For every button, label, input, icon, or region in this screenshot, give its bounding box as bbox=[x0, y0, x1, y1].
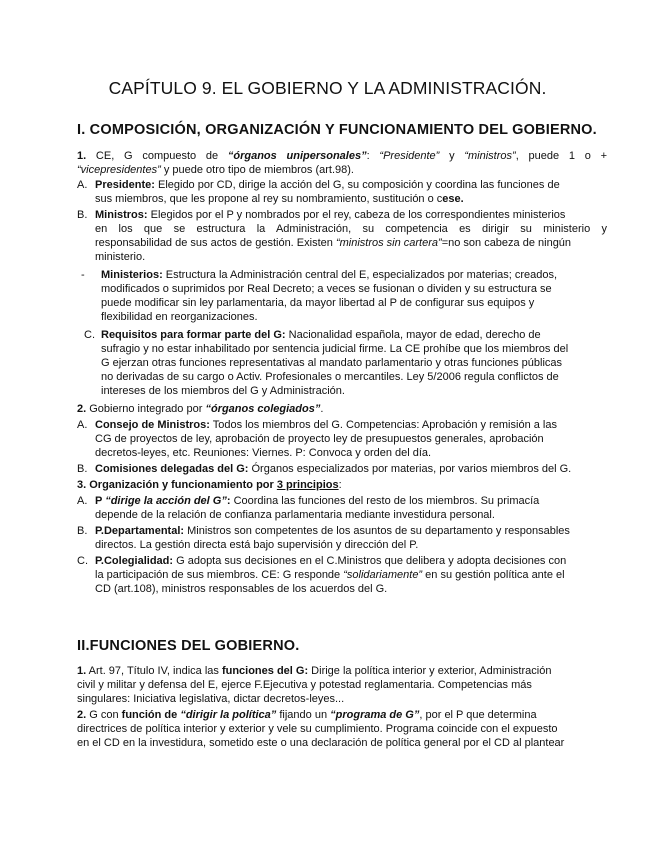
item-number: 1. bbox=[77, 150, 87, 162]
section-heading-composicion: I. COMPOSICIÓN, ORGANIZACIÓN Y FUNCIONAMIENTO DEL GOBIERNO. bbox=[77, 122, 597, 138]
emphasis: “dirige la acción del G” bbox=[105, 495, 227, 507]
list-marker: A. bbox=[77, 419, 88, 431]
term: Ministerios: bbox=[101, 269, 163, 281]
text-run: Coordina las funciones del resto de los miembros. Su primacía bbox=[230, 495, 540, 507]
text-line: no derivadas de su cargo o Activ. Profesionales o mercantiles. Ley 5/2006 regula conflictos de bbox=[101, 371, 559, 383]
term: funciones del G: bbox=[221, 665, 309, 677]
text-line: flexibilidad en reorganizaciones. bbox=[101, 311, 258, 323]
text-run: en su gestión política ante el bbox=[422, 569, 565, 581]
text-line: singulares: Iniciativa legislativa, dictar decretos-leyes... bbox=[77, 693, 345, 705]
text-run: : bbox=[338, 479, 342, 491]
text-line bbox=[101, 328, 541, 342]
text-run: =no son cabeza de ningún bbox=[441, 237, 572, 249]
term: Consejo de Ministros: bbox=[95, 419, 210, 431]
term: Comisiones delegadas del G: bbox=[95, 463, 249, 475]
text-line: decretos-leyes, etc. Reuniones: Viernes. P: Convoca y orden del día. bbox=[95, 447, 432, 459]
text-line: modificados o suprimidos por Real Decreto; a veces se fusionan o dividen y su estructura se bbox=[101, 283, 552, 295]
text-line bbox=[101, 268, 557, 282]
text-line: ministerio. bbox=[95, 251, 146, 263]
text-line bbox=[95, 494, 539, 508]
text-run: Nacionalidad española, mayor de edad, derecho de bbox=[285, 329, 541, 341]
term: Ministros: bbox=[95, 209, 148, 221]
text-line bbox=[95, 192, 464, 206]
list-marker: - bbox=[81, 269, 85, 281]
emphasis: “órganos colegiados” bbox=[205, 403, 321, 415]
term: ese. bbox=[442, 193, 464, 205]
emphasis: “Presidente” bbox=[379, 150, 440, 162]
text-line bbox=[95, 236, 571, 250]
text-run: sus miembros, que les propone al rey su nombramiento, sustitución o c bbox=[95, 193, 443, 205]
text-run: , por el P que determina bbox=[419, 709, 537, 721]
chapter-title: CAPÍTULO 9. EL GOBIERNO Y LA ADMINISTRACIÓN. bbox=[108, 78, 547, 98]
term: : bbox=[226, 495, 231, 507]
emphasis: “órganos unipersonales” bbox=[227, 150, 367, 162]
text-run: responsabilidad de sus actos de gestión. Existen bbox=[95, 237, 336, 249]
text-line: depende de la relación de confianza parlamentaria mediante investidura personal. bbox=[95, 509, 495, 521]
text-line bbox=[77, 163, 354, 177]
item-number: 2. bbox=[77, 403, 87, 415]
text-line bbox=[77, 708, 537, 722]
text-run: Todos los miembros del G. Competencias: Aprobación y remisión a las bbox=[209, 419, 557, 431]
text-line: CG de proyectos de ley, aprobación de proyecto ley de presupuestos generales, aprobación bbox=[95, 433, 544, 445]
term: P.Departamental: bbox=[95, 525, 185, 537]
text-run: G con bbox=[86, 709, 122, 721]
list-marker: C. bbox=[77, 555, 88, 567]
text-line bbox=[95, 208, 565, 222]
text-line: civil y militar y defensa del E, ejerce F.Ejecutiva y potestad reglamentaria. Competencias más bbox=[77, 679, 532, 691]
text-run: fijando un bbox=[276, 709, 331, 721]
list-marker: A. bbox=[77, 495, 88, 507]
text-line: CD (art.108), ministros responsables de los acuerdos del G. bbox=[95, 583, 388, 595]
text-run: Art. 97, Título IV, indica las bbox=[86, 665, 222, 677]
text-run: Ministros son competentes de los asuntos de su departamento y responsables bbox=[184, 525, 570, 537]
text-run: Estructura la Administración central del E, especializados por materias; creados, bbox=[162, 269, 558, 281]
term: P.Colegialidad: bbox=[95, 555, 174, 567]
paragraph-organos-colegiados bbox=[77, 402, 323, 416]
text-line bbox=[77, 149, 607, 163]
emphasis: “programa de G” bbox=[330, 709, 420, 721]
text-run: la participación de sus miembros. CE: G responde bbox=[95, 569, 344, 581]
list-marker: B. bbox=[77, 463, 88, 475]
text-line: G ejerzan otras funciones representativas al mandato parlamentario y otras funciones públicas bbox=[101, 357, 563, 369]
section-heading-funciones: II.FUNCIONES DEL GOBIERNO. bbox=[77, 638, 300, 654]
text-run: y puede otro tipo de miembros (art.98). bbox=[160, 164, 354, 176]
text-run: , puede 1 o + bbox=[515, 150, 607, 162]
list-marker: C. bbox=[84, 329, 95, 341]
list-marker: A. bbox=[77, 179, 88, 191]
paragraph-principios bbox=[77, 478, 342, 492]
term: P bbox=[95, 495, 106, 507]
text-line: directrices de política interior y exterior y vele su cumplimiento. Programa coincide con el expuesto bbox=[77, 723, 558, 735]
text-run: CE, G compuesto de bbox=[86, 150, 228, 162]
text-run: Dirige la política interior y exterior, Administración bbox=[308, 665, 552, 677]
term: Presidente: bbox=[95, 179, 155, 191]
text-line: en los que se estructura la Administración, su competencia es dirigir su ministerio y bbox=[95, 223, 607, 235]
text-line: sufragio y no estar inhabilitado por sentencia judicial firme. La CE prohíbe que los miembros del bbox=[101, 343, 569, 355]
list-marker: B. bbox=[77, 209, 88, 221]
text-line: en el CD en la investidura, sometido este o una declaración de política general por el CD al plantear bbox=[77, 737, 565, 749]
text-run: Gobierno integrado por bbox=[86, 403, 206, 415]
text-run: . bbox=[320, 403, 324, 415]
emphasis: 3 principios bbox=[276, 479, 339, 491]
text-line: directos. La gestión directa está bajo supervisión y dirección del P. bbox=[95, 539, 419, 551]
emphasis: “ministros” bbox=[464, 150, 516, 162]
text-line bbox=[95, 178, 560, 192]
text-line bbox=[95, 462, 571, 476]
text-run: Órganos especializados por materias, por varios miembros del G. bbox=[248, 463, 572, 475]
list-marker: B. bbox=[77, 525, 88, 537]
item-number: 2. bbox=[77, 709, 87, 721]
text-run: : bbox=[366, 150, 380, 162]
text-run: y bbox=[439, 150, 465, 162]
emphasis: “solidariamente” bbox=[343, 569, 423, 581]
text-line bbox=[95, 418, 557, 432]
term: Requisitos para formar parte del G: bbox=[101, 329, 286, 341]
emphasis: “dirigir la política” bbox=[180, 709, 277, 721]
text-run: Elegido por CD, dirige la acción del G, su composición y coordina las funciones de bbox=[154, 179, 560, 191]
emphasis: “ministros sin cartera” bbox=[335, 237, 442, 249]
text-line: puede modificar sin ley parlamentaria, da mayor libertad al P de configurar sus equipos y bbox=[101, 297, 535, 309]
text-line bbox=[95, 554, 566, 568]
text-line: intereses de los miembros del G y Administración. bbox=[101, 385, 345, 397]
text-line bbox=[77, 664, 551, 678]
text-run: Elegidos por el P y nombrados por el rey, cabeza de los correspondientes ministerios bbox=[147, 209, 566, 221]
term: función de bbox=[121, 709, 181, 721]
text-line bbox=[95, 568, 565, 582]
emphasis: “vicepresidentes” bbox=[77, 164, 161, 176]
item-number: 1. bbox=[77, 665, 87, 677]
text-run: G adopta sus decisiones en el C.Ministros que delibera y adopta decisiones con bbox=[173, 555, 567, 567]
text-run: 3. Organización y funcionamiento por bbox=[77, 479, 277, 491]
text-line bbox=[95, 524, 570, 538]
